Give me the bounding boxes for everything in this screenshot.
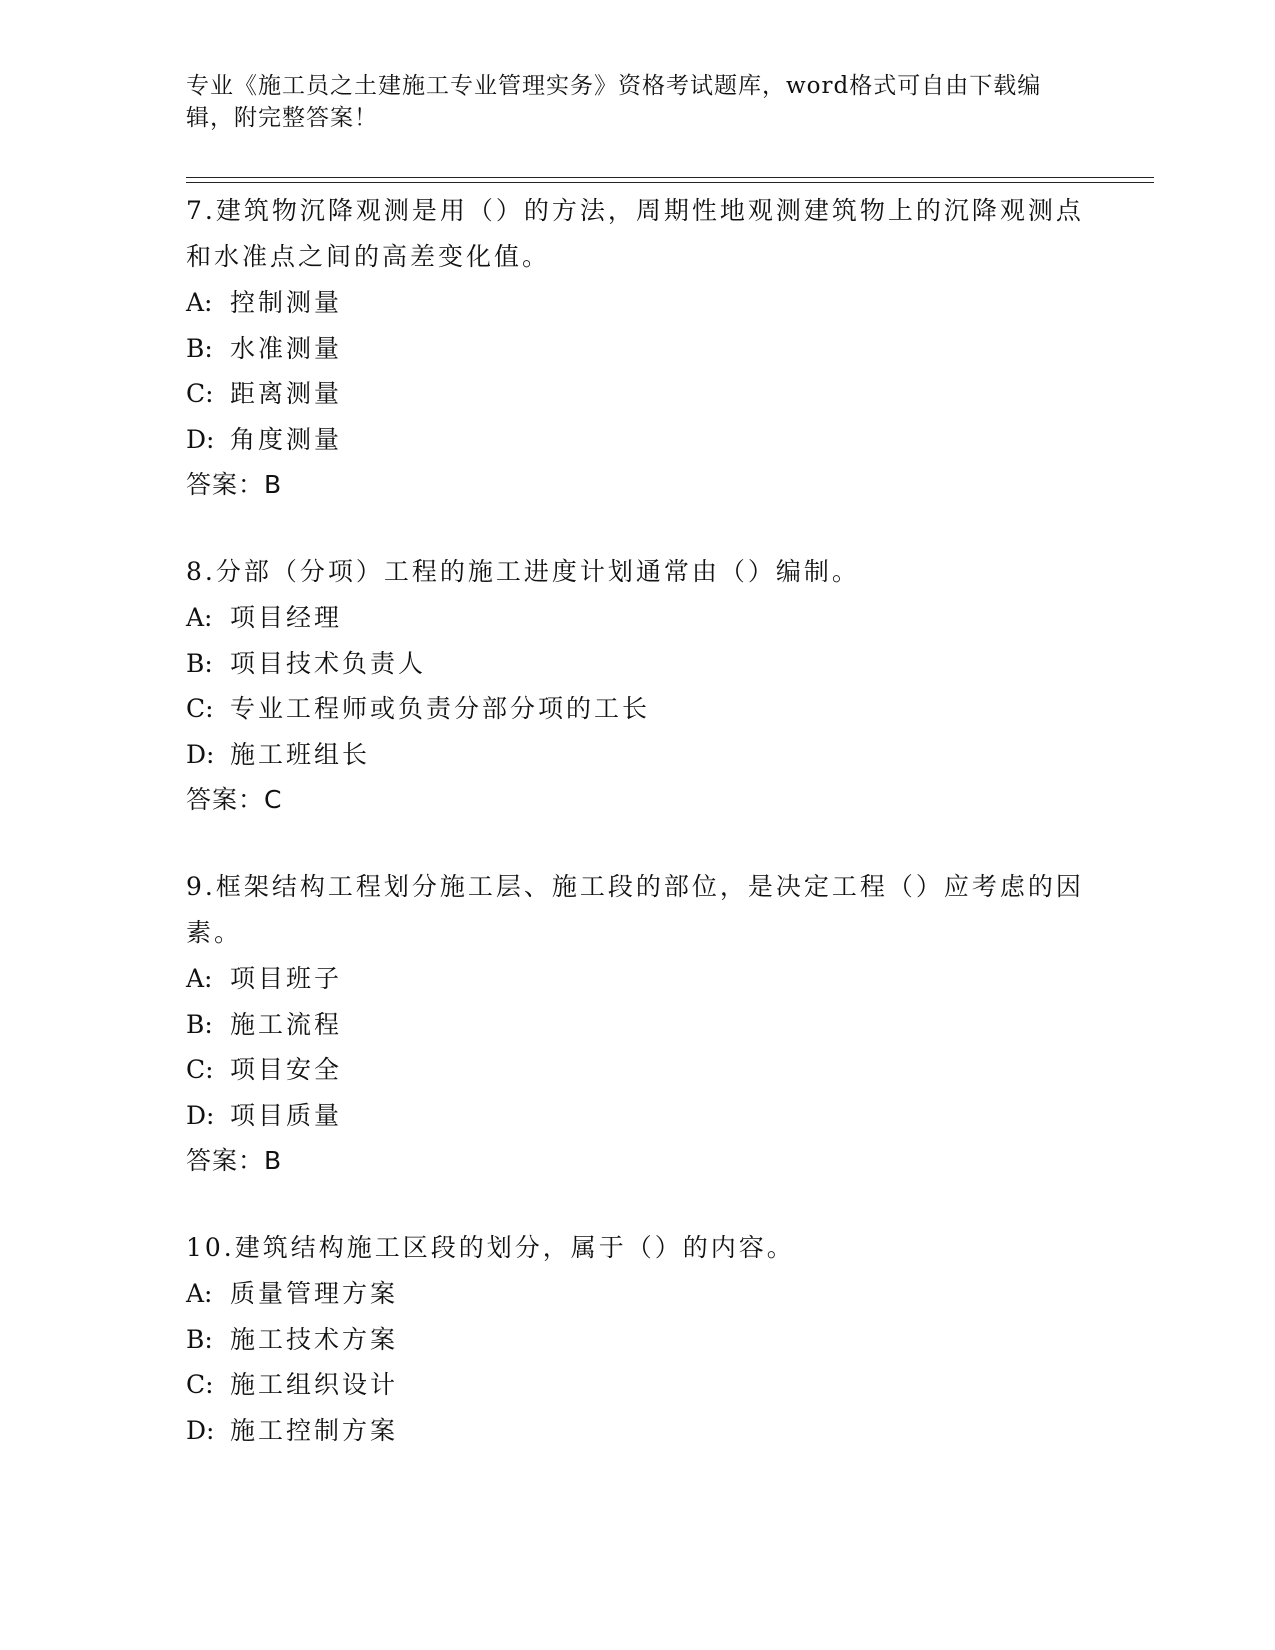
document-header: 专业《施工员之土建施工专业管理实务》资格考试题库，word格式可自由下载编辑，附完整答案！ bbox=[186, 73, 1042, 131]
option-letter: D: bbox=[186, 1100, 215, 1130]
option-text: 距离测量 bbox=[230, 379, 343, 408]
header-rule-top bbox=[186, 177, 1154, 178]
option-letter: D: bbox=[186, 424, 215, 454]
option-letter: D: bbox=[186, 739, 215, 769]
option-d bbox=[186, 1408, 1086, 1454]
option-letter: B: bbox=[186, 333, 213, 363]
option-text: 施工流程 bbox=[230, 1009, 343, 1039]
option-letter: A: bbox=[186, 1279, 213, 1308]
question-text: 7.建筑物沉降观测是用（）的方法，周期性地观测建筑物上的沉降观测点和水准点之间的高差变化值。 bbox=[186, 196, 1084, 271]
option-letter: D: bbox=[186, 1415, 215, 1445]
option-a bbox=[186, 280, 1086, 326]
answer: 答案：B bbox=[186, 470, 283, 499]
option-d bbox=[186, 732, 1086, 778]
option-c bbox=[186, 686, 1086, 732]
option-a bbox=[186, 956, 1086, 1002]
header-rule-bottom bbox=[186, 182, 1154, 183]
option-c bbox=[186, 1047, 1086, 1093]
option-letter: C: bbox=[186, 1055, 214, 1084]
option-b bbox=[186, 1317, 1086, 1363]
option-letter: C: bbox=[186, 1370, 214, 1399]
option-text: 质量管理方案 bbox=[230, 1279, 399, 1308]
option-c bbox=[186, 371, 1086, 417]
option-letter: A: bbox=[186, 964, 213, 993]
option-c bbox=[186, 1362, 1086, 1408]
question-8 bbox=[186, 549, 1086, 822]
option-letter: B: bbox=[186, 648, 213, 678]
option-text: 角度测量 bbox=[230, 424, 343, 454]
option-text: 施工控制方案 bbox=[230, 1415, 399, 1445]
question-list bbox=[186, 188, 1086, 1495]
question-text: 8.分部（分项）工程的施工进度计划通常由（）编制。 bbox=[186, 557, 860, 586]
option-d bbox=[186, 1093, 1086, 1139]
option-text: 施工班组长 bbox=[230, 739, 371, 769]
question-10 bbox=[186, 1225, 1086, 1453]
answer: 答案：B bbox=[186, 1146, 283, 1175]
option-text: 施工技术方案 bbox=[230, 1324, 399, 1354]
option-text: 施工组织设计 bbox=[230, 1370, 399, 1399]
question-text: 9.框架结构工程划分施工层、施工段的部位，是决定工程（）应考虑的因素。 bbox=[186, 872, 1084, 947]
option-b bbox=[186, 641, 1086, 687]
option-letter: B: bbox=[186, 1324, 213, 1354]
question-text: 10.建筑结构施工区段的划分，属于（）的内容。 bbox=[186, 1233, 795, 1262]
question-7 bbox=[186, 188, 1086, 507]
option-d bbox=[186, 417, 1086, 463]
option-letter: A: bbox=[186, 288, 213, 317]
question-9 bbox=[186, 864, 1086, 1183]
option-a bbox=[186, 1271, 1086, 1317]
option-text: 专业工程师或负责分部分项的工长 bbox=[230, 694, 651, 723]
option-text: 项目班子 bbox=[230, 964, 343, 993]
option-b bbox=[186, 1002, 1086, 1048]
option-text: 项目安全 bbox=[230, 1055, 343, 1084]
option-text: 项目技术负责人 bbox=[230, 648, 427, 678]
option-letter: C: bbox=[186, 379, 214, 408]
option-a bbox=[186, 595, 1086, 641]
option-text: 控制测量 bbox=[230, 288, 343, 317]
option-text: 项目经理 bbox=[230, 603, 343, 632]
option-text: 项目质量 bbox=[230, 1100, 343, 1130]
option-letter: B: bbox=[186, 1009, 213, 1039]
option-letter: C: bbox=[186, 694, 214, 723]
option-text: 水准测量 bbox=[230, 333, 343, 363]
answer: 答案：C bbox=[186, 785, 283, 814]
option-b bbox=[186, 326, 1086, 372]
option-letter: A: bbox=[186, 603, 213, 632]
